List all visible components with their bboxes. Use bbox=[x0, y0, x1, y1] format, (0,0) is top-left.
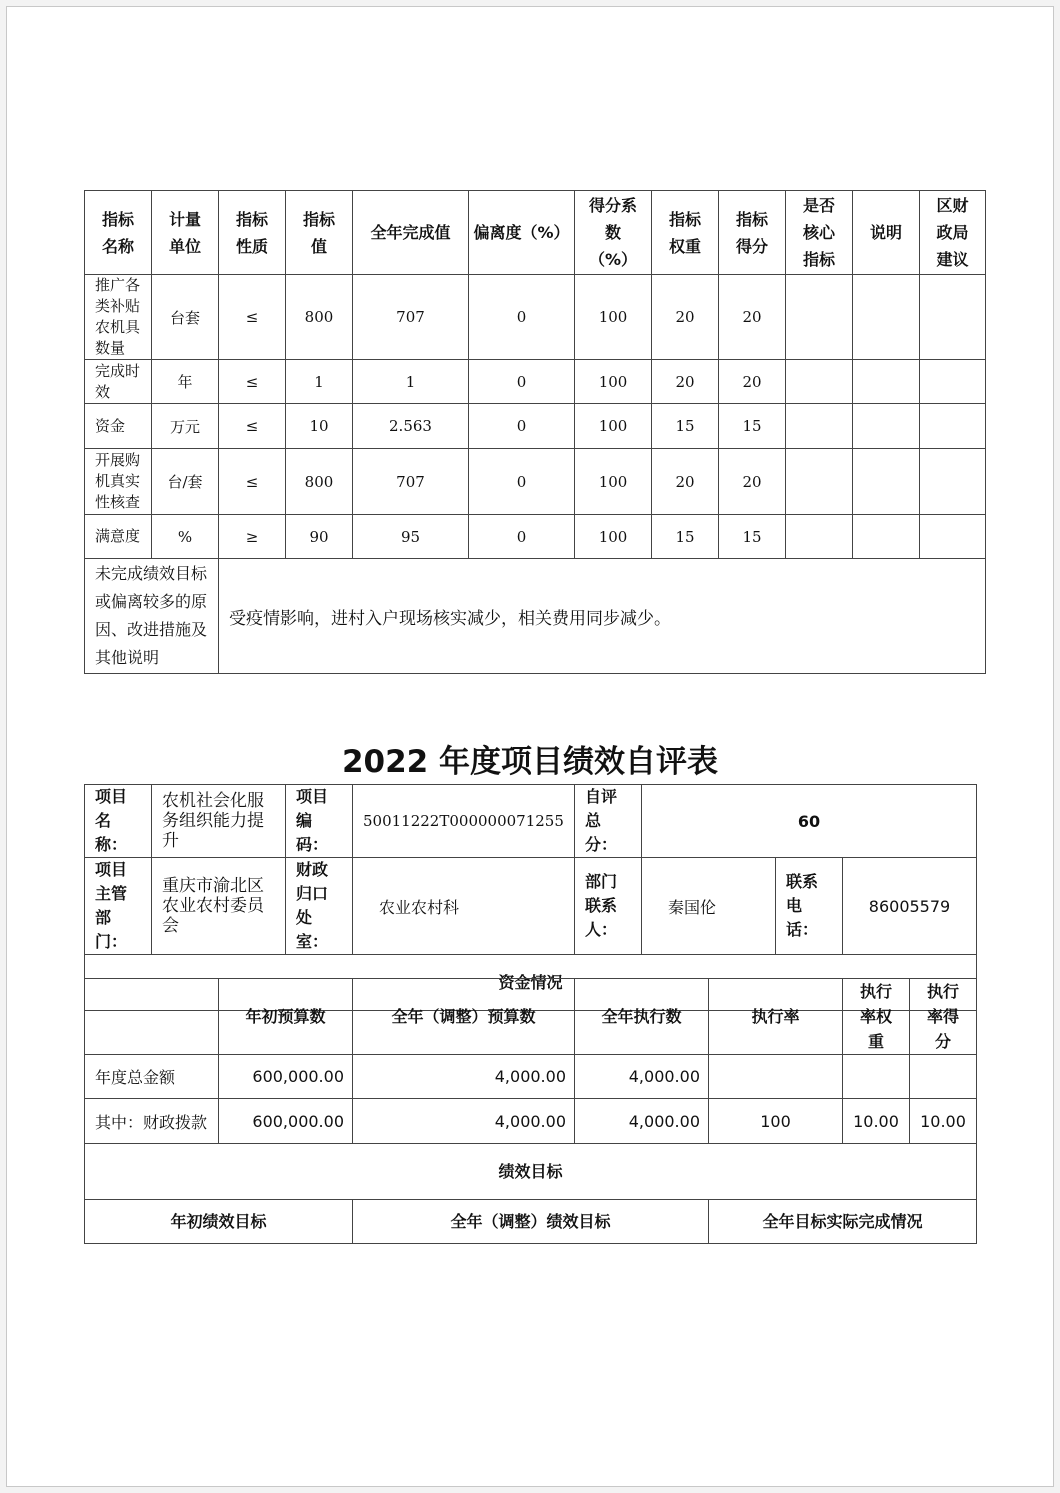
table-cell: 0 bbox=[469, 404, 575, 449]
indicator-name: 推广各类补贴农机具数量 bbox=[85, 275, 152, 360]
table-row bbox=[85, 1055, 977, 1099]
table-cell: 15 bbox=[719, 515, 786, 559]
table-cell: 100 bbox=[575, 515, 652, 559]
project-code-label: 项目编码： bbox=[286, 785, 353, 858]
self-score-label: 自评总分： bbox=[575, 785, 642, 858]
table-cell: 100 bbox=[575, 360, 652, 404]
project-info-row bbox=[85, 858, 977, 955]
table-cell bbox=[853, 275, 920, 360]
indicator-table bbox=[84, 190, 986, 674]
header-cell: 指标性质 bbox=[219, 191, 286, 275]
table-row bbox=[85, 275, 986, 360]
table-cell: 15 bbox=[652, 515, 719, 559]
table-cell: 4,000.00 bbox=[353, 1099, 575, 1144]
office-label: 财政归口处室： bbox=[286, 858, 353, 955]
table-row bbox=[85, 449, 986, 515]
table-row bbox=[85, 404, 986, 449]
table-cell: 4,000.00 bbox=[575, 1099, 709, 1144]
header-cell: 执行率权重 bbox=[843, 979, 910, 1055]
table-cell bbox=[920, 360, 986, 404]
table-cell: 1 bbox=[286, 360, 353, 404]
table-cell bbox=[853, 449, 920, 515]
header-cell: 执行率 bbox=[709, 979, 843, 1055]
section-row bbox=[85, 1144, 977, 1200]
self-score-value: 60 bbox=[642, 785, 977, 858]
table-cell: ≤ bbox=[219, 449, 286, 515]
funds-table bbox=[84, 978, 977, 1244]
table-cell: ≤ bbox=[219, 404, 286, 449]
indicator-name: 资金 bbox=[85, 404, 152, 449]
table-cell: 100 bbox=[575, 404, 652, 449]
table-cell: 95 bbox=[353, 515, 469, 559]
table-cell: 10 bbox=[286, 404, 353, 449]
table-cell: 20 bbox=[652, 360, 719, 404]
table-cell: 800 bbox=[286, 449, 353, 515]
table-cell: 20 bbox=[652, 449, 719, 515]
table-cell: 20 bbox=[719, 449, 786, 515]
header-cell: 指标得分 bbox=[719, 191, 786, 275]
table-cell: 4,000.00 bbox=[575, 1055, 709, 1099]
indicator-name: 完成时效 bbox=[85, 360, 152, 404]
table-cell: 15 bbox=[652, 404, 719, 449]
table-cell: % bbox=[152, 515, 219, 559]
table-cell: 4,000.00 bbox=[353, 1055, 575, 1099]
table-cell: 800 bbox=[286, 275, 353, 360]
table-cell bbox=[843, 1055, 910, 1099]
header-cell: 是否核心指标 bbox=[786, 191, 853, 275]
table-cell: 100 bbox=[575, 449, 652, 515]
header-cell: 指标值 bbox=[286, 191, 353, 275]
funds-section-title: 资金情况 bbox=[85, 955, 977, 1011]
dept-label: 项目主管部门： bbox=[85, 858, 152, 955]
header-cell: 全年执行数 bbox=[575, 979, 709, 1055]
project-code: 50011222T000000071255 bbox=[353, 785, 575, 858]
table-cell: 20 bbox=[719, 360, 786, 404]
table-cell bbox=[920, 449, 986, 515]
table-cell: 0 bbox=[469, 275, 575, 360]
contact-name: 秦国伦 bbox=[642, 858, 776, 955]
table-cell: 10.00 bbox=[843, 1099, 910, 1144]
table-cell bbox=[853, 515, 920, 559]
contact-label: 部门联系人： bbox=[575, 858, 642, 955]
header-cell: 全年（调整）预算数 bbox=[353, 979, 575, 1055]
header-cell: 年初绩效目标 bbox=[85, 1200, 353, 1244]
project-name: 农机社会化服务组织能力提升 bbox=[152, 785, 286, 858]
table-cell bbox=[786, 515, 853, 559]
table-cell: 15 bbox=[719, 404, 786, 449]
header-cell: 指标名称 bbox=[85, 191, 152, 275]
table-cell: 0 bbox=[469, 515, 575, 559]
header-cell bbox=[85, 979, 219, 1055]
header-cell: 全年（调整）绩效目标 bbox=[353, 1200, 709, 1244]
table-cell: 1 bbox=[353, 360, 469, 404]
header-cell: 计量单位 bbox=[152, 191, 219, 275]
table-cell bbox=[920, 275, 986, 360]
reason-row bbox=[85, 559, 986, 674]
phone-label: 联系电话： bbox=[776, 858, 843, 955]
project-info-row bbox=[85, 785, 977, 858]
table-cell: 90 bbox=[286, 515, 353, 559]
table-cell: 100 bbox=[709, 1099, 843, 1144]
goals-section-title: 绩效目标 bbox=[85, 1144, 977, 1200]
header-cell: 年初预算数 bbox=[219, 979, 353, 1055]
funds-row-label: 年度总金额 bbox=[85, 1055, 219, 1099]
table-cell: 2.563 bbox=[353, 404, 469, 449]
table-cell bbox=[709, 1055, 843, 1099]
table-cell: 20 bbox=[652, 275, 719, 360]
table-cell: 600,000.00 bbox=[219, 1099, 353, 1144]
table-cell bbox=[920, 404, 986, 449]
header-cell: 区财政局建议 bbox=[920, 191, 986, 275]
phone-value: 86005579 bbox=[843, 858, 977, 955]
indicator-name: 开展购机真实性核查 bbox=[85, 449, 152, 515]
table-cell: 0 bbox=[469, 449, 575, 515]
indicator-header-row bbox=[85, 191, 986, 275]
header-cell: 全年目标实际完成情况 bbox=[709, 1200, 977, 1244]
table-row bbox=[85, 360, 986, 404]
table-cell bbox=[853, 404, 920, 449]
table-cell: 707 bbox=[353, 275, 469, 360]
table-cell: 台套 bbox=[152, 275, 219, 360]
indicator-name: 满意度 bbox=[85, 515, 152, 559]
funds-header-row bbox=[85, 979, 977, 1055]
header-cell: 执行率得分 bbox=[910, 979, 977, 1055]
table-cell: 万元 bbox=[152, 404, 219, 449]
page-title: 2022 年度项目绩效自评表 bbox=[341, 744, 719, 780]
header-cell: 说明 bbox=[853, 191, 920, 275]
table-row bbox=[85, 1099, 977, 1144]
table-cell: ≤ bbox=[219, 275, 286, 360]
dept-name: 重庆市渝北区农业农村委员会 bbox=[152, 858, 286, 955]
table-cell bbox=[786, 360, 853, 404]
reason-label: 未完成绩效目标或偏离较多的原因、改进措施及其他说明 bbox=[85, 559, 219, 674]
table-cell bbox=[853, 360, 920, 404]
table-cell: ≤ bbox=[219, 360, 286, 404]
table-cell bbox=[786, 275, 853, 360]
header-cell: 指标权重 bbox=[652, 191, 719, 275]
table-cell: 600,000.00 bbox=[219, 1055, 353, 1099]
table-cell bbox=[910, 1055, 977, 1099]
project-name-label: 项目名称： bbox=[85, 785, 152, 858]
table-cell: 台/套 bbox=[152, 449, 219, 515]
table-cell: 0 bbox=[469, 360, 575, 404]
self-evaluation-table bbox=[84, 784, 977, 1011]
funds-row-label: 其中：财政拨款 bbox=[85, 1099, 219, 1144]
table-cell bbox=[786, 449, 853, 515]
table-cell: 10.00 bbox=[910, 1099, 977, 1144]
table-cell: 707 bbox=[353, 449, 469, 515]
header-cell: 偏离度（%） bbox=[469, 191, 575, 275]
header-cell: 全年完成值 bbox=[353, 191, 469, 275]
office-name: 农业农村科 bbox=[353, 858, 575, 955]
header-cell: 得分系数（%） bbox=[575, 191, 652, 275]
table-cell: 20 bbox=[719, 275, 786, 360]
table-cell bbox=[920, 515, 986, 559]
reason-text: 受疫情影响，进村入户现场核实减少，相关费用同步减少。 bbox=[219, 559, 986, 674]
table-row bbox=[85, 515, 986, 559]
table-cell: 年 bbox=[152, 360, 219, 404]
table-cell: ≥ bbox=[219, 515, 286, 559]
table-cell: 100 bbox=[575, 275, 652, 360]
goals-header-row bbox=[85, 1200, 977, 1244]
table-cell bbox=[786, 404, 853, 449]
